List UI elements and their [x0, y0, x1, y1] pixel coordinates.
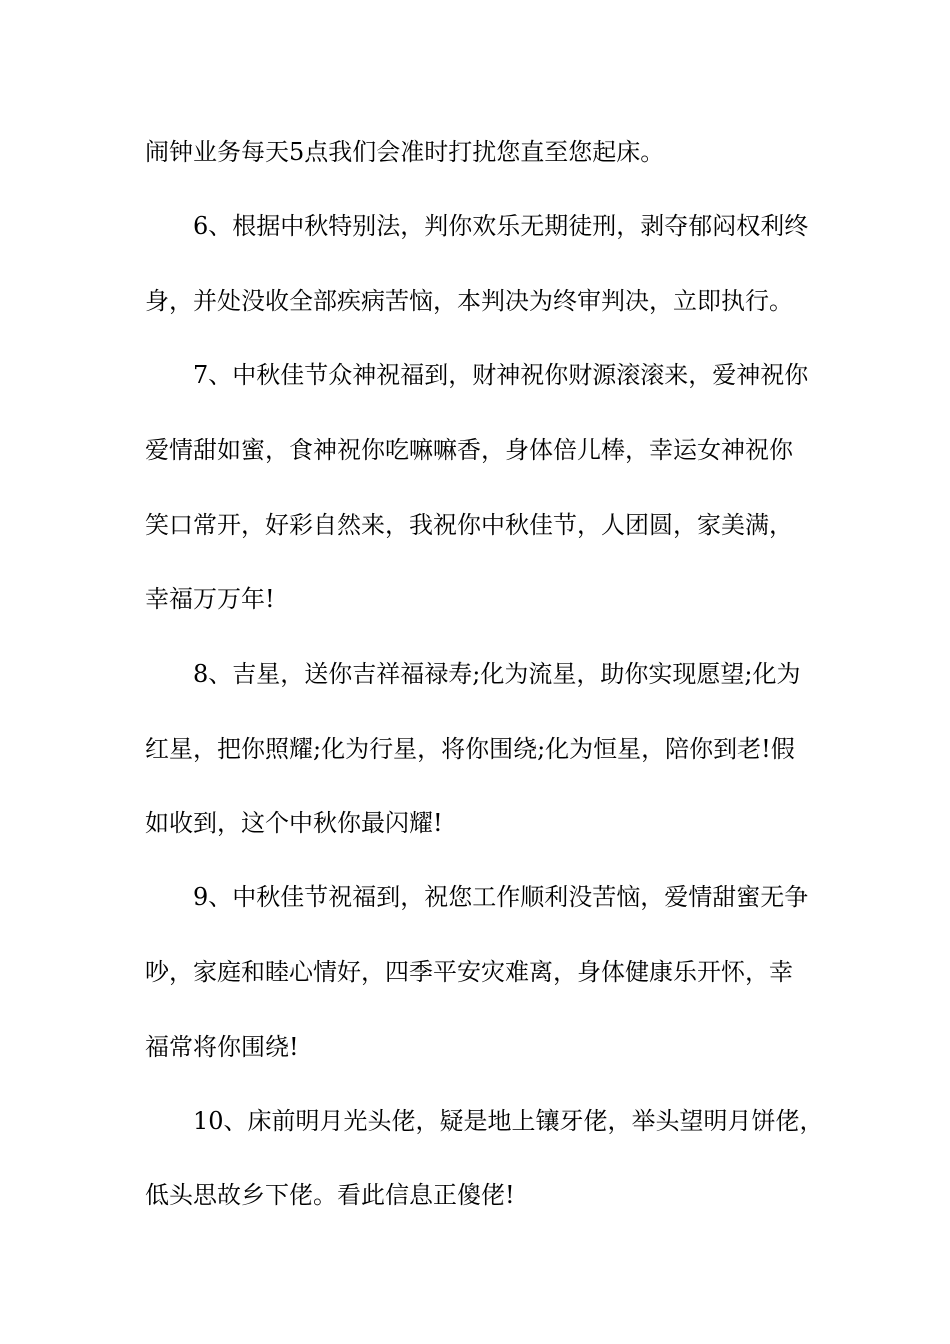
paragraph-7-line-1: 7、中秋佳节众神祝福到，财神祝你财源滚滚来，爱神祝你 [193, 361, 809, 389]
paragraph-9-line-3: 福常将你围绕! [145, 1033, 299, 1061]
paragraph-8-line-1: 8、吉星，送你吉祥福禄寿;化为流星，助你实现愿望;化为 [193, 660, 801, 688]
paragraph-7-line-4: 幸福万万年! [145, 585, 275, 613]
paragraph-10-line-1: 10、床前明月光头佬，疑是地上镶牙佬，举头望明月饼佬， [193, 1107, 824, 1135]
paragraph-9-line-1: 9、中秋佳节祝福到，祝您工作顺利没苦恼，爱情甜蜜无争 [193, 883, 809, 911]
paragraph-8-line-2: 红星，把你照耀;化为行星，将你围绕;化为恒星，陪你到老!假 [145, 735, 795, 763]
paragraph-10-line-2: 低头思故乡下佬。看此信息正傻佬! [145, 1181, 515, 1209]
paragraph-8-line-3: 如收到，这个中秋你最闪耀! [145, 809, 443, 837]
paragraph-7-line-2: 爱情甜如蜜，食神祝你吃嘛嘛香，身体倍儿棒，幸运女神祝你 [145, 436, 793, 464]
paragraph-7-line-3: 笑口常开，好彩自然来，我祝你中秋佳节，人团圆，家美满， [145, 511, 793, 539]
paragraph-6-line-2: 身，并处没收全部疾病苦恼，本判决为终审判决，立即执行。 [145, 287, 793, 315]
text-line: 闹钟业务每天5点我们会准时打扰您直至您起床。 [145, 138, 665, 166]
paragraph-9-line-2: 吵，家庭和睦心情好，四季平安灾难离，身体健康乐开怀，幸 [145, 958, 793, 986]
paragraph-6-line-1: 6、根据中秋特别法，判你欢乐无期徒刑，剥夺郁闷权利终 [193, 212, 809, 240]
